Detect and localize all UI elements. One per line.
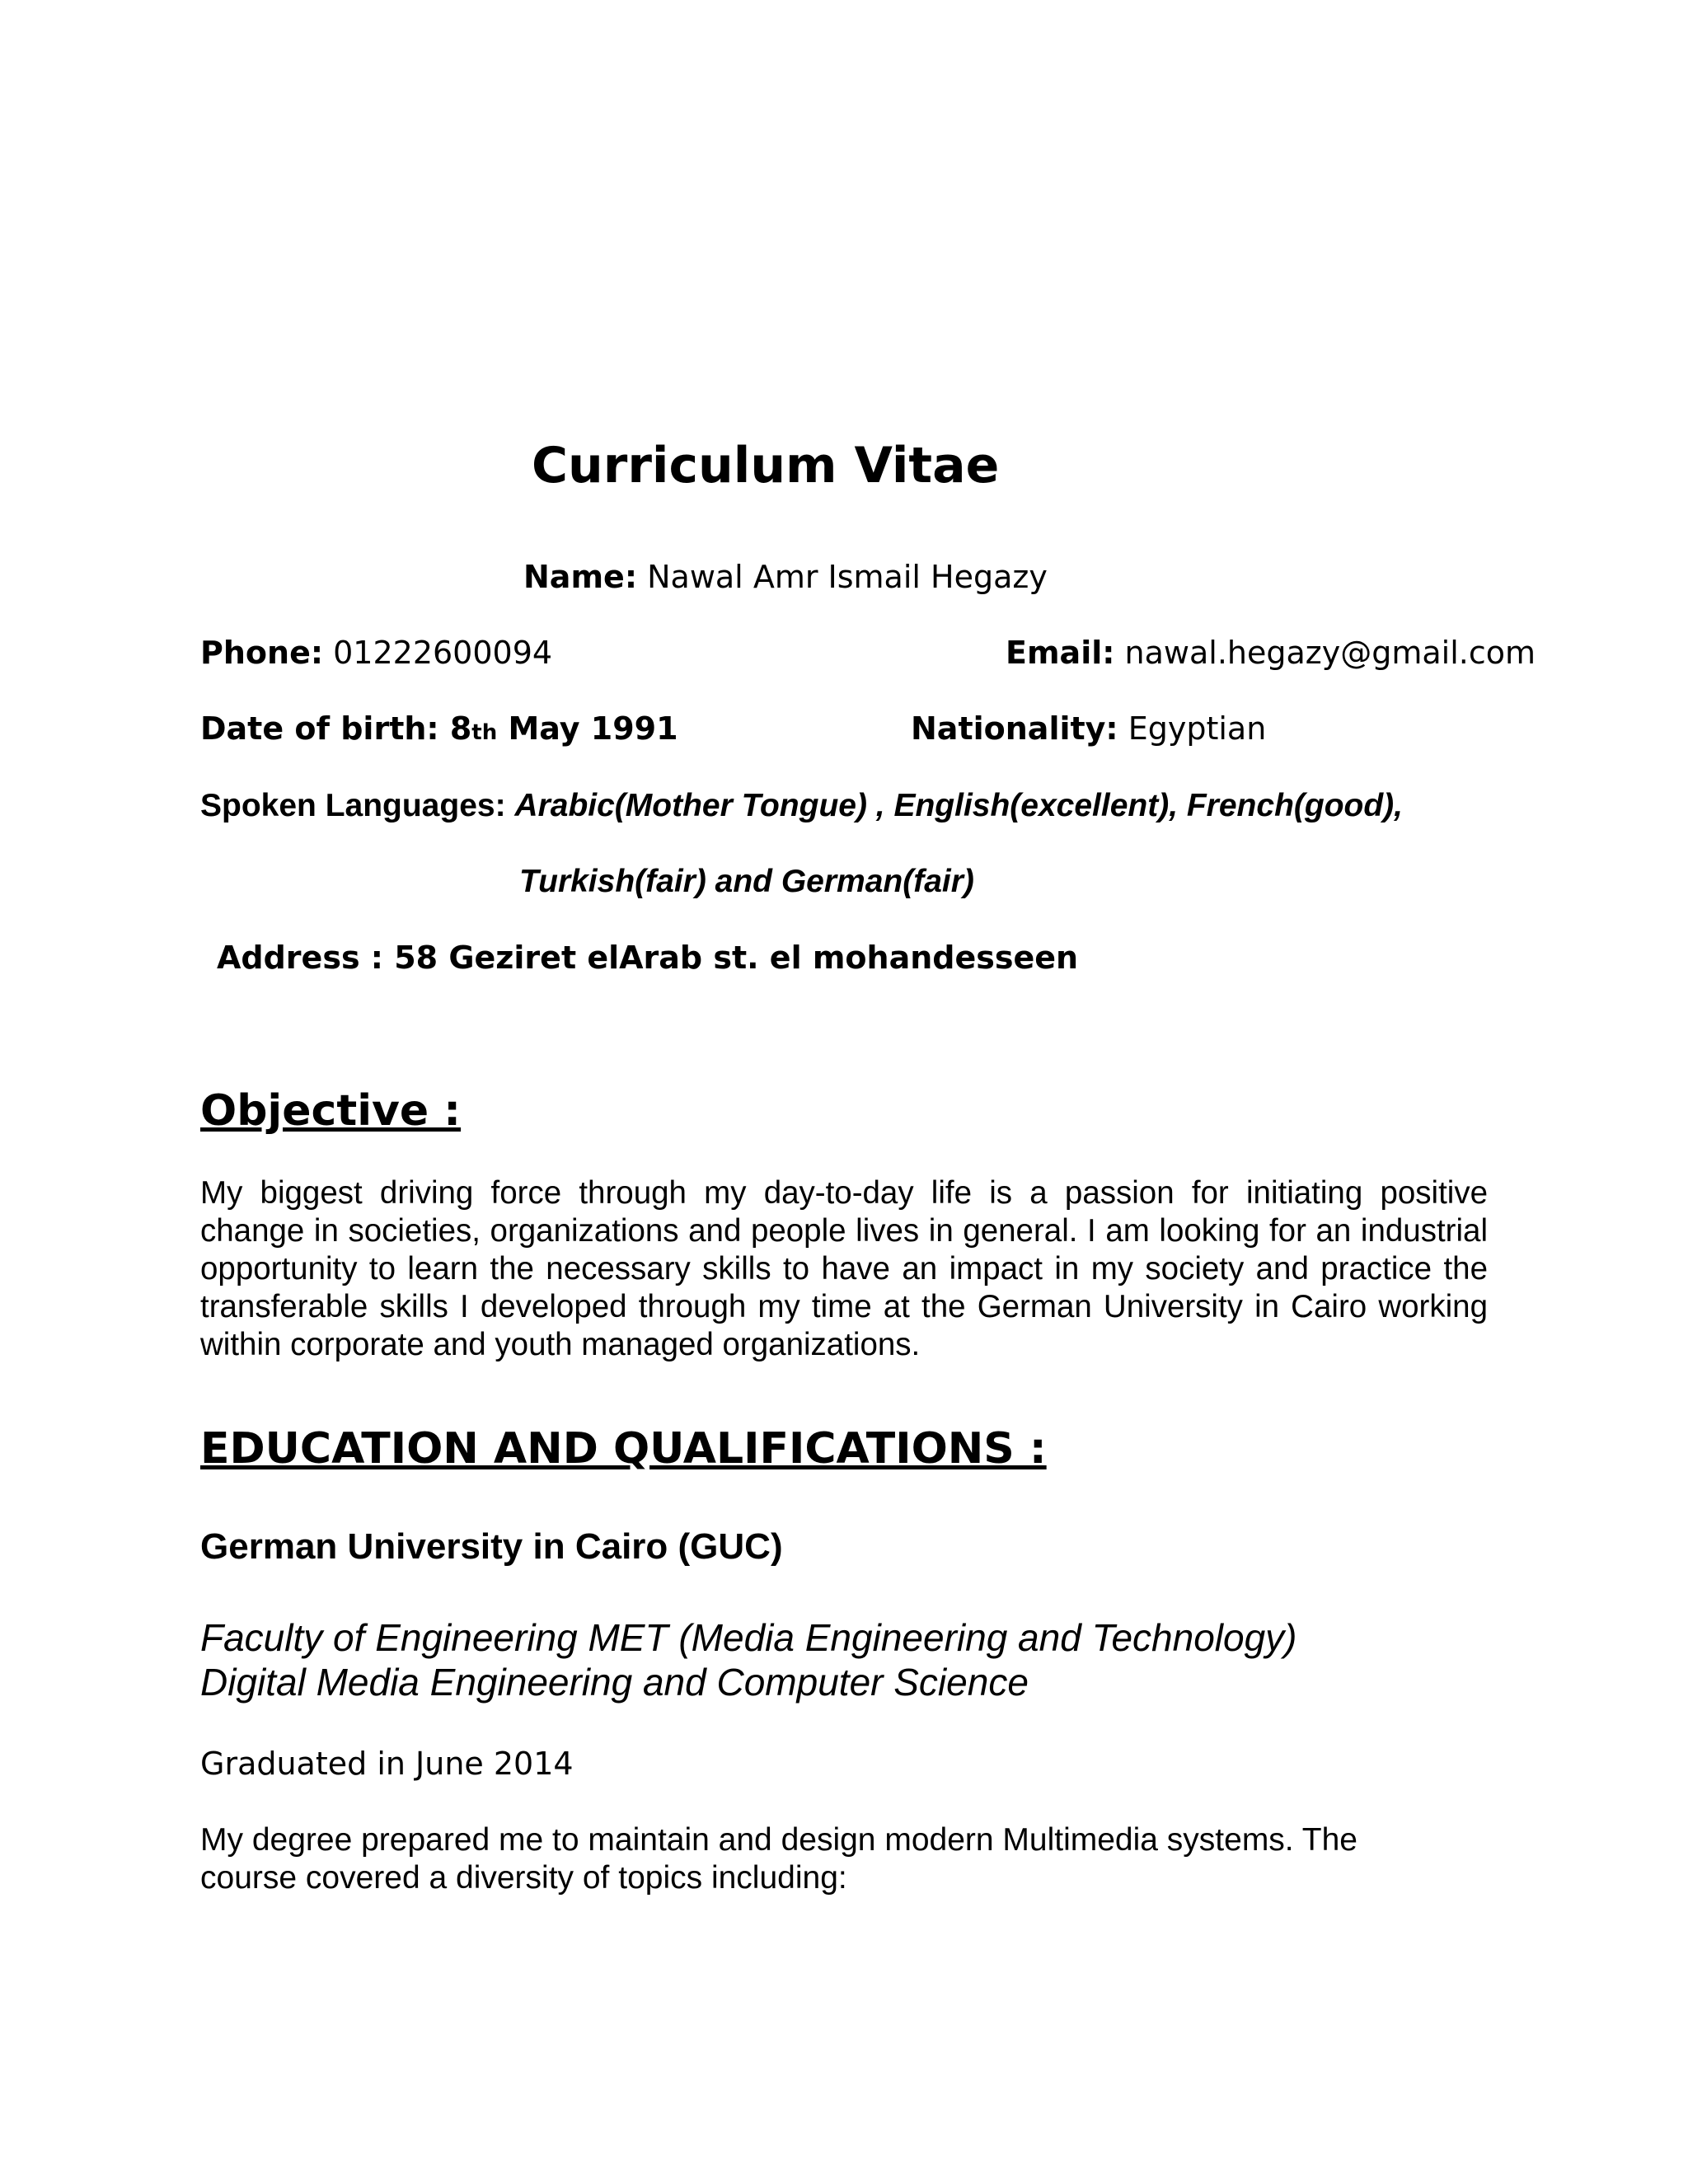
languages-value-line2: Turkish(fair) and German(fair) — [519, 864, 974, 899]
phone-row — [200, 635, 552, 671]
phone-value: 01222600094 — [333, 635, 553, 671]
degree-line-1: My degree prepared me to maintain and design modern Multimedia systems. The — [200, 1822, 1357, 1858]
faculty-line-2: Digital Media Engineering and Computer Science — [200, 1661, 1029, 1704]
name-row — [523, 559, 1048, 595]
email-value: nawal.hegazy@gmail.com — [1124, 635, 1536, 671]
dob-day: 8 — [449, 710, 472, 747]
nationality-row — [911, 710, 1266, 747]
address: Address : 58 Geziret elArab st. el mohandesseen — [217, 940, 1079, 976]
faculty-line-1: Faculty of Engineering MET (Media Engineering and Technology) — [200, 1616, 1297, 1659]
dob-suffix: th — [471, 720, 498, 745]
languages-label: Spoken Languages: — [200, 788, 506, 823]
languages-value-line1: Arabic(Mother Tongue) , English(excellent), French(good), — [514, 788, 1403, 823]
dob-rest: May 1991 — [508, 710, 678, 747]
languages-row — [200, 788, 1403, 824]
email-row — [1006, 635, 1536, 671]
name-value: Nawal Amr Ismail Hegazy — [647, 559, 1048, 595]
dob-label: Date of birth: — [200, 710, 439, 747]
degree-line-2: course covered a diversity of topics including: — [200, 1860, 847, 1896]
page-title: Curriculum Vitae — [532, 437, 1000, 494]
education-heading: EDUCATION AND QUALIFICATIONS : — [200, 1424, 1047, 1474]
name-label: Name: — [523, 559, 638, 595]
phone-label: Phone: — [200, 635, 324, 671]
dob-row — [200, 710, 678, 747]
degree-paragraph — [200, 1821, 1453, 1897]
graduation-date: Graduated in June 2014 — [200, 1746, 574, 1782]
nationality-label: Nationality: — [911, 710, 1118, 747]
objective-paragraph: My biggest driving force through my day-to-day life is a passion for initiating positive change in societies, organizations and people lives in general. I am looking for an industrial opportunity to learn the necessary skills to have an impact in my society and practice the transferable skills I developed through my time at the German University in Cairo working within corporate and youth managed organizations. — [200, 1175, 1488, 1362]
university-name: German University in Cairo (GUC) — [200, 1526, 783, 1567]
nationality-value: Egyptian — [1128, 710, 1267, 747]
email-label: Email: — [1006, 635, 1115, 671]
objective-heading: Objective : — [200, 1086, 462, 1136]
